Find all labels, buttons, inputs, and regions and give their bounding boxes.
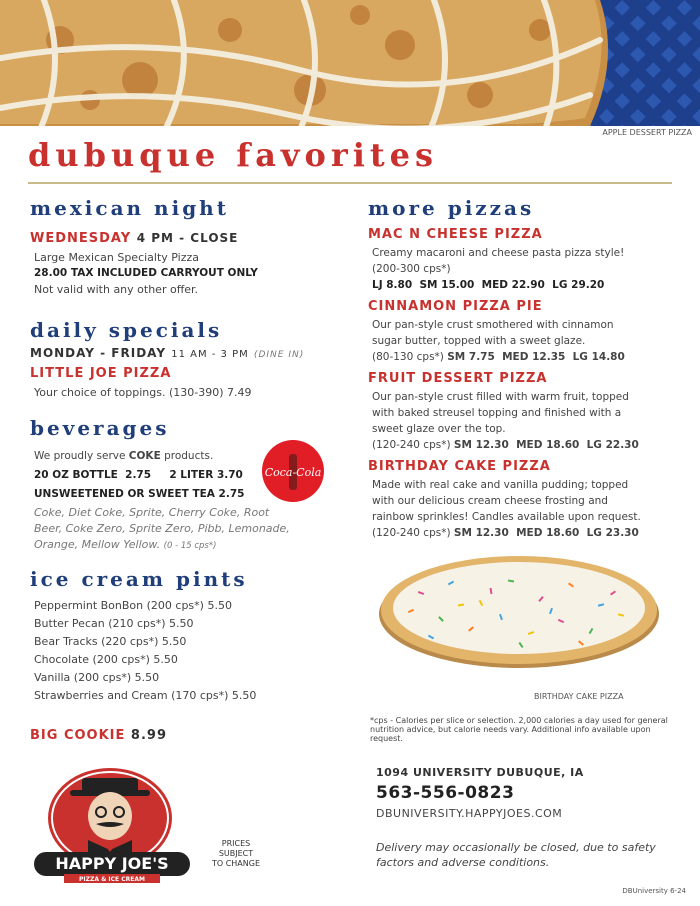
mexican-day-label: WEDNESDAY <box>30 231 132 246</box>
mexican-night-day <box>30 231 238 246</box>
beverages-list-2: Beer, Coke Zero, Sprite Zero, Pibb, Lemonade, <box>34 522 290 535</box>
fruit-prices <box>372 439 639 451</box>
bday-desc-1: Made with real cake and vanilla pudding; topped <box>372 479 629 491</box>
list-item: Vanilla (200 cps*) 5.50 <box>34 671 160 684</box>
mac-prices: LJ 8.80 SM 15.00 MED 22.90 LG 29.20 <box>372 279 605 291</box>
birthday-cake-pizza-caption: BIRTHDAY CAKE PIZZA <box>534 692 624 701</box>
prices-line-1: PRICES <box>221 839 251 848</box>
bev-text: We proudly serve <box>34 450 129 462</box>
mexican-night-heading: mexican night <box>30 196 229 220</box>
beverages-line-1 <box>34 450 213 462</box>
list-item: Bear Tracks (220 cps*) 5.50 <box>34 635 187 648</box>
beverages-heading: beverages <box>30 416 170 440</box>
hero-apple-dessert-pizza-photo <box>0 0 700 126</box>
bev-text-2: products. <box>160 450 214 462</box>
bday-desc-2: with our delicious cream cheese frosting and <box>372 495 608 507</box>
little-joe-pizza-title: LITTLE JOE PIZZA <box>30 366 172 381</box>
mexican-time: 4 PM - CLOSE <box>136 231 239 245</box>
coca-cola-logo <box>262 440 324 502</box>
coca-cola-text: Coca-Cola <box>264 466 322 479</box>
fruit-desc-2: with baked streusel topping and finished with a <box>372 407 622 419</box>
store-address: 1094 UNIVERSITY DUBUQUE, IA <box>376 766 584 779</box>
cinn-cps: (80-130 cps*) <box>372 351 448 363</box>
prices-subject-to-change <box>204 839 268 869</box>
store-website[interactable]: DBUNIVERSITY.HAPPYJOES.COM <box>376 807 563 820</box>
page-title: dubuque favorites <box>28 136 439 174</box>
big-cookie-name: BIG COOKIE <box>30 728 126 743</box>
cinn-prices <box>372 351 625 363</box>
birthday-cake-pizza-photo <box>378 552 660 670</box>
happy-joes-logo <box>28 766 204 886</box>
cinn-desc-1: Our pan-style crust smothered with cinnamon <box>372 319 614 331</box>
prices-line-2: SUBJECT <box>218 849 254 858</box>
beverages-sizes: 20 OZ BOTTLE 2.75 2 LITER 3.70 <box>34 469 243 481</box>
list-item: Strawberries and Cream (170 cps*) 5.50 <box>34 689 257 702</box>
ice-cream-pints-heading: ice cream pints <box>30 567 248 591</box>
fruit-cps: (120-240 cps*) <box>372 439 454 451</box>
title-divider <box>28 182 672 184</box>
bev-cps-note: (0 - 15 cps*) <box>163 541 217 551</box>
list-item: Peppermint BonBon (200 cps*) 5.50 <box>34 599 232 612</box>
list-item: Chocolate (200 cps*) 5.50 <box>34 653 178 666</box>
big-cookie-price: 8.99 <box>130 728 167 743</box>
mac-n-cheese-title: MAC N CHEESE PIZZA <box>368 227 543 242</box>
bev-list-3-text: Orange, Mellow Yellow. <box>34 538 161 551</box>
mac-desc-1: Creamy macaroni and cheese pasta pizza style! <box>372 247 625 259</box>
apple-pizza-illustration <box>0 0 700 126</box>
bday-price: SM 12.30 MED 18.60 LG 23.30 <box>453 527 639 539</box>
bday-cps: (120-240 cps*) <box>372 527 454 539</box>
birthday-cake-pizza-title: BIRTHDAY CAKE PIZZA <box>368 459 551 474</box>
fruit-price: SM 12.30 MED 18.60 LG 22.30 <box>453 439 639 451</box>
beverages-tea: UNSWEETENED OR SWEET TEA 2.75 <box>34 488 245 500</box>
bday-desc-3: rainbow sprinkles! Candles available upon request. <box>372 511 641 523</box>
document-id: DBUniversity 6-24 <box>622 887 686 895</box>
daily-dine-in: (DINE IN) <box>253 350 305 360</box>
cinnamon-pizza-pie-title: CINNAMON PIZZA PIE <box>368 299 543 314</box>
bday-prices <box>372 527 639 539</box>
store-phone[interactable]: 563-556-0823 <box>376 783 515 803</box>
list-item: Butter Pecan (210 cps*) 5.50 <box>34 617 194 630</box>
bev-coke: COKE <box>128 450 161 462</box>
fruit-dessert-pizza-title: FRUIT DESSERT PIZZA <box>368 371 548 386</box>
happy-joes-tagline: PIZZA & ICE CREAM <box>79 876 145 883</box>
little-joe-pizza-desc: Your choice of toppings. (130-390) 7.49 <box>34 386 252 399</box>
happy-joes-wordmark: HAPPY JOE'S <box>55 854 169 873</box>
more-pizzas-heading: more pizzas <box>368 196 535 220</box>
hero-caption: APPLE DESSERT PIZZA <box>602 128 692 137</box>
mexican-line-2: 28.00 TAX INCLUDED CARRYOUT ONLY <box>34 267 258 279</box>
calorie-footnote: *cps - Calories per slice or selection. 2,000 calories a day used for general nutrition advice, but calorie needs vary. Additional info available upon request. <box>370 716 668 743</box>
beverages-list-3 <box>34 538 216 551</box>
mexican-line-1: Large Mexican Specialty Pizza <box>34 251 200 264</box>
beverages-list-1: Coke, Diet Coke, Sprite, Cherry Coke, Root <box>34 506 270 519</box>
big-cookie <box>30 728 167 743</box>
daily-time: 11 AM - 3 PM <box>171 349 249 360</box>
mexican-line-3: Not valid with any other offer. <box>34 283 199 296</box>
cinn-desc-2: sugar butter, topped with a sweet glaze. <box>372 335 586 347</box>
daily-specials-heading: daily specials <box>30 318 223 342</box>
fruit-desc-3: sweet glaze over the top. <box>372 423 506 435</box>
delivery-disclaimer: Delivery may occasionally be closed, due to safety factors and adverse conditions. <box>376 841 656 869</box>
fruit-desc-1: Our pan-style crust filled with warm fruit, topped <box>372 391 629 403</box>
mac-desc-2: (200-300 cps*) <box>372 263 451 275</box>
cinn-price: SM 7.75 MED 12.35 LG 14.80 <box>447 351 625 363</box>
daily-specials-days <box>30 346 304 360</box>
daily-days-label: MONDAY - FRIDAY <box>30 346 167 360</box>
prices-line-3: TO CHANGE <box>211 859 261 868</box>
